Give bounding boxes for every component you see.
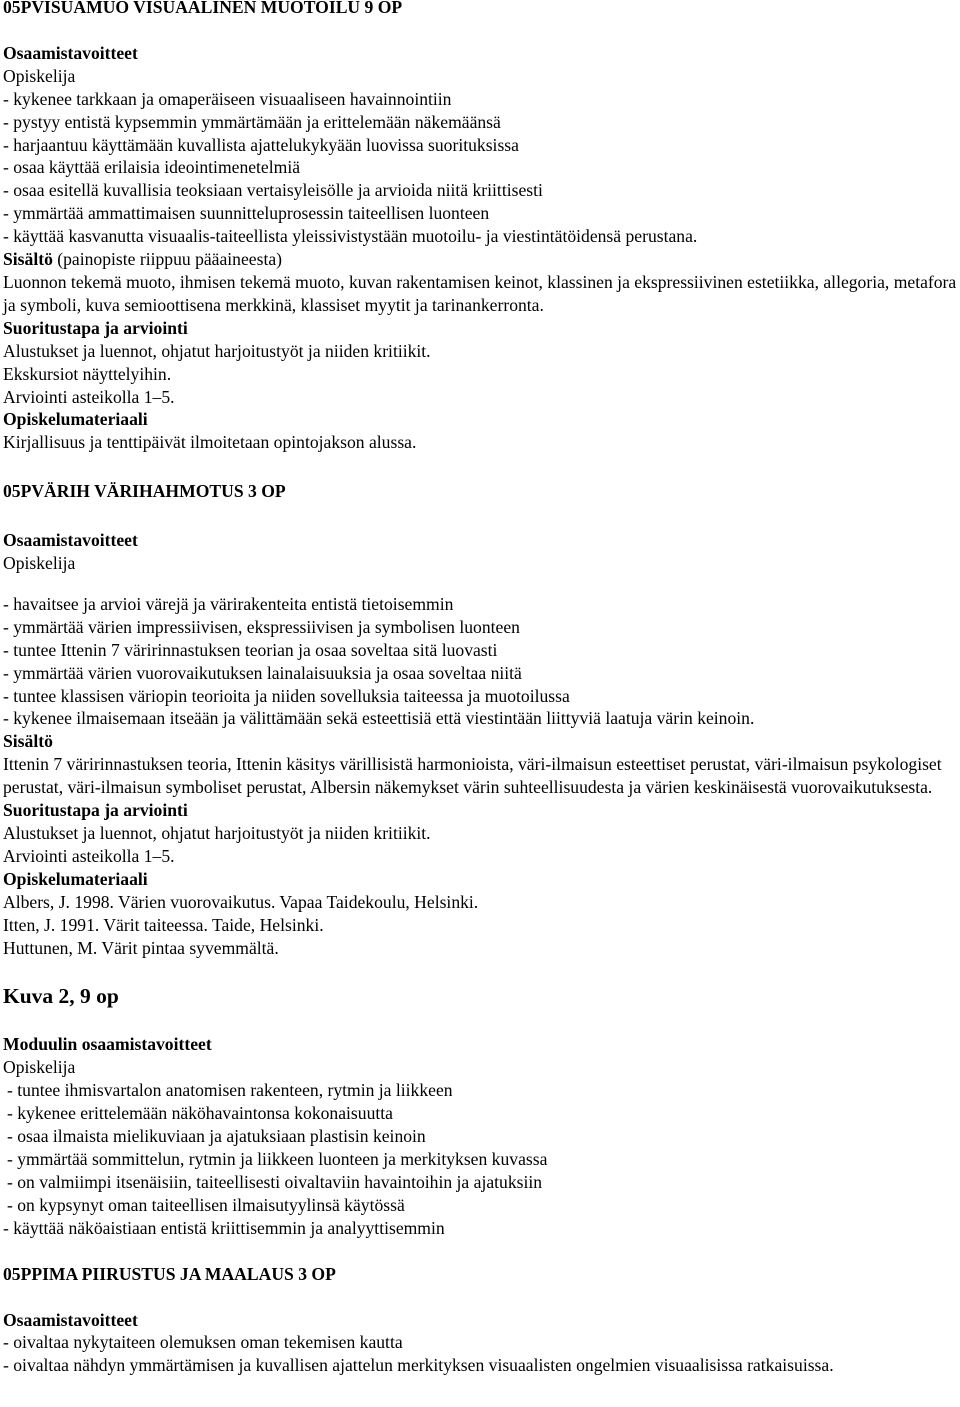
goals-heading: Moduulin osaamistavoitteet (3, 1034, 212, 1055)
list-item: - käyttää kasvanutta visuaalis-taiteellista yleissivistystään muotoilu- ja viestintätöidensä perustana. (3, 226, 698, 247)
goals-heading: Osaamistavoitteet (3, 1309, 138, 1330)
material-line: Albers, J. 1998. Värien vuorovaikutus. Vapaa Taidekoulu, Helsinki. (3, 891, 479, 912)
goals-heading: Osaamistavoitteet (3, 530, 138, 551)
list-item: - tuntee Ittenin 7 väririnnastuksen teorian ja osaa soveltaa sitä luovasti (3, 639, 498, 660)
list-item: - oivaltaa nähdyn ymmärtämisen ja kuvallisen ajattelun merkityksen visuaalisten ongelmien visuaalisissa ratkaisuissa. (3, 1355, 834, 1376)
list-item: - on kypsynyt oman taiteellisen ilmaisutyylinsä käytössä (7, 1194, 405, 1215)
material-line: Itten, J. 1991. Värit taiteessa. Taide, Helsinki. (3, 914, 324, 935)
student-label: Opiskelija (3, 553, 76, 574)
list-item: - pystyy entistä kypsemmin ymmärtämään ja erittelemään näkemäänsä (3, 111, 501, 132)
list-item: - osaa ilmaista mielikuviaan ja ajatuksiaan plastisin keinoin (7, 1126, 426, 1147)
material-line: Huttunen, M. Värit pintaa syvemmältä. (3, 937, 279, 958)
list-item: - tuntee ihmisvartalon anatomisen rakenteen, rytmin ja liikkeen (7, 1080, 453, 1101)
list-item: - ymmärtää sommittelun, rytmin ja liikkeen luonteen ja merkityksen kuvassa (7, 1148, 548, 1169)
list-item: - harjaantuu käyttämään kuvallista ajattelukykyään luovissa suorituksissa (3, 134, 519, 155)
method-line: Ekskursiot näyttelyihin. (3, 363, 172, 384)
module-title: Kuva 2, 9 op (3, 984, 119, 1009)
list-item: - havaitsee ja arvioi värejä ja värirakenteita entistä tietoisemmin (3, 593, 454, 614)
content-text: Luonnon tekemä muoto, ihmisen tekemä muoto, kuvan rakentamisen keinot, klassinen ja ekspressiivinen estetiikka, allegoria, metafora ja symboli, kuva semioottisena merkkinä, klassiset myytit ja tarinankerronta. (3, 271, 957, 315)
content-heading: Sisältö (3, 731, 53, 752)
goals-list (3, 88, 960, 248)
material-heading: Opiskelumateriaali (3, 409, 148, 430)
goals-list (3, 1331, 960, 1377)
list-item: - osaa esitellä kuvallisia teoksiaan vertaisyleisölle ja arvioida niitä kriittisesti (3, 180, 543, 201)
list-item: - käyttää näköaistiaan entistä kriittisemmin ja analyyttisemmin (3, 1217, 445, 1238)
course-title: 05PPIMA PIIRUSTUS JA MAALAUS 3 OP (3, 1263, 336, 1284)
list-item: - oivaltaa nykytaiteen olemuksen oman tekemisen kautta (3, 1332, 403, 1353)
content-text: Ittenin 7 väririnnastuksen teoria, Ittenin käsitys värillisistä harmonioista, väri-ilmaisun esteettiset perustat, väri-ilmaisun psykologiset perustat, väri-ilmaisun symboliset perustat, Albersin näkemykset värin suhteellisuudesta ja värien keskinäisestä vuorovaikutuksesta. (3, 754, 942, 798)
content-heading-row (3, 248, 960, 271)
student-label: Opiskelija (3, 65, 76, 86)
method-line: Alustukset ja luennot, ohjatut harjoitustyöt ja niiden kritiikit. (3, 340, 431, 361)
list-item: - ymmärtää värien vuorovaikutuksen lainalaisuuksia ja osaa soveltaa niitä (3, 662, 522, 683)
method-heading: Suoritustapa ja arviointi (3, 800, 188, 821)
method-heading: Suoritustapa ja arviointi (3, 317, 188, 338)
material-line: Kirjallisuus ja tenttipäivät ilmoitetaan opintojakson alussa. (3, 432, 417, 453)
list-item: - kykenee erittelemään näköhavaintonsa kokonaisuutta (7, 1103, 393, 1124)
list-item: - ymmärtää ammattimaisen suunnitteluprosessin taiteellisen luonteen (3, 203, 490, 224)
course-title: 05PVÄRIH VÄRIHAHMOTUS 3 OP (3, 481, 286, 502)
content-heading: Sisältö (3, 249, 53, 270)
goals-heading: Osaamistavoitteet (3, 42, 138, 63)
student-label: Opiskelija (3, 1057, 76, 1078)
goals-list (3, 593, 960, 730)
list-item: - tuntee klassisen väriopin teorioita ja niiden sovelluksia taiteessa ja muotoilussa (3, 685, 570, 706)
goals-list (3, 1079, 960, 1239)
content-note: (painopiste riippuu pääaineesta) (52, 249, 282, 270)
list-item: - on valmiimpi itsenäisiin, taiteellisesti oivaltaviin havaintoihin ja ajatuksiin (7, 1171, 543, 1192)
method-line: Arviointi asteikolla 1–5. (3, 845, 175, 866)
list-item: - kykenee ilmaisemaan itseään ja välittämään sekä esteettisiä että viestintään liittyviä laatuja värin keinoin. (3, 708, 755, 729)
material-heading: Opiskelumateriaali (3, 868, 148, 889)
list-item: - kykenee tarkkaan ja omaperäiseen visuaaliseen havainnointiin (3, 88, 452, 109)
list-item: - osaa käyttää erilaisia ideointimenetelmiä (3, 157, 301, 178)
method-line: Alustukset ja luennot, ohjatut harjoitustyöt ja niiden kritiikit. (3, 823, 431, 843)
method-line: Arviointi asteikolla 1–5. (3, 386, 175, 407)
course-title: 05PVISUAMUO VISUAALINEN MUOTOILU 9 OP (3, 0, 403, 17)
list-item: - ymmärtää värien impressiivisen, ekspressiivisen ja symbolisen luonteen (3, 616, 520, 637)
